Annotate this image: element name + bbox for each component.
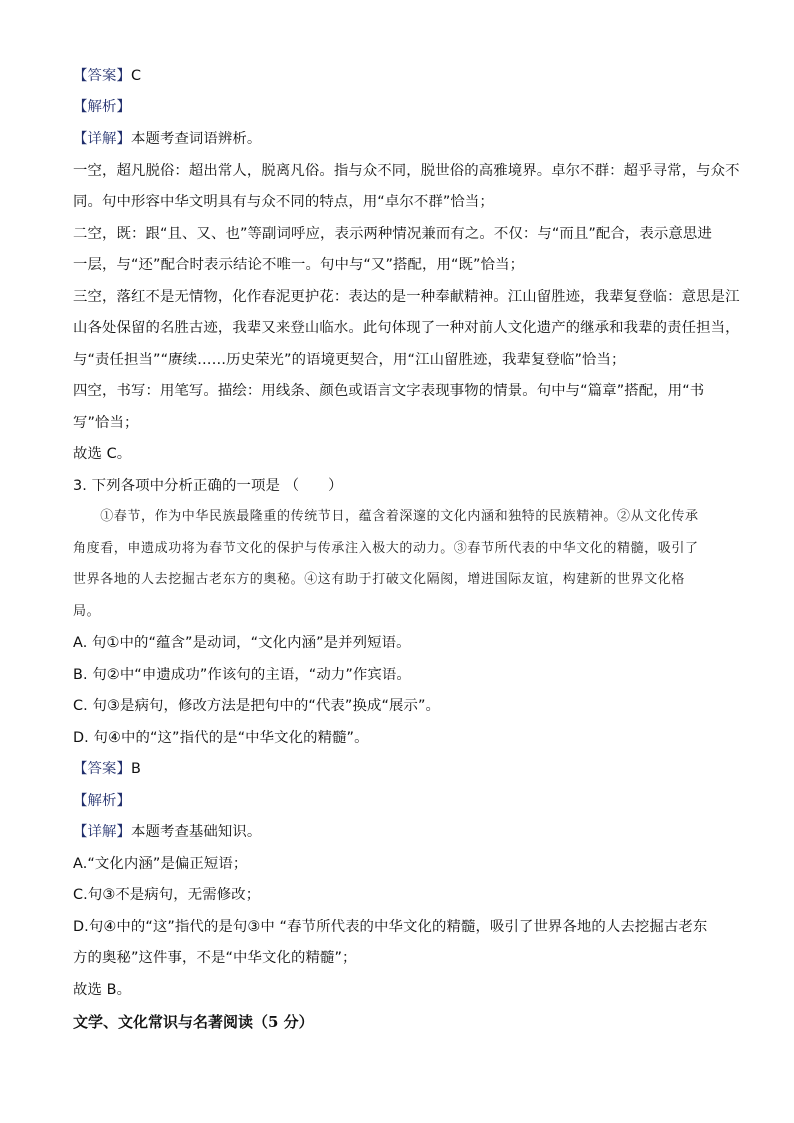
passage-line: 角度看，申遗成功将为春节文化的保护与传承注入极大的动力。③春节所代表的中华文化的精髓，吸引了	[73, 541, 699, 556]
explanation-line: 方的奥秘”这件事，不是“中华文化的精髓”；	[73, 950, 357, 966]
detail-text: 本题考查词语辨析。	[130, 131, 262, 147]
answer-tag: 【答案】	[73, 68, 131, 84]
explanation-line: 写”恰当；	[73, 415, 139, 431]
answer-value: B	[130, 761, 141, 777]
option-d: D. 句④中的“这”指代的是“中华文化的精髓”。	[73, 730, 369, 746]
detail-tag: 【详解】	[73, 131, 131, 147]
explanation-line: D.句④中的“这”指代的是句③中 “春节所代表的中华文化的精髓，吸引了世界各地的人去挖掘古老东	[73, 919, 708, 935]
detail-tag: 【详解】	[73, 824, 131, 840]
conclusion-line: 故选 C。	[73, 446, 132, 462]
explanation-line: C.句③不是病句，无需修改；	[73, 887, 261, 903]
analysis-line	[73, 791, 131, 811]
question-stem: 3. 下列各项中分析正确的一项是 （ ）	[73, 478, 343, 494]
explanation-line: 同。句中形容中华文明具有与众不同的特点，用“卓尔不群”恰当；	[73, 194, 494, 210]
answer-tag: 【答案】	[73, 761, 131, 777]
analysis-line	[73, 97, 131, 117]
passage-line: 世界各地的人去挖掘古老东方的奥秘。④这有助于打破文化隔阂，增进国际友谊，构建新的世界文化格	[73, 572, 686, 587]
answer-line	[73, 759, 141, 779]
explanation-line: A.“文化内涵”是偏正短语；	[73, 856, 248, 872]
analysis-tag: 【解析】	[73, 99, 131, 115]
explanation-line: 二空，既：跟“且、又、也”等副词呼应，表示两种情况兼而有之。不仅：与“而且”配合，表示意思进	[73, 226, 712, 242]
explanation-line: 四空，书写：用笔写。描绘：用线条、颜色或语言文字表现事物的情景。句中与“篇章”搭配，用“书	[73, 383, 705, 399]
detail-text: 本题考查基础知识。	[130, 824, 262, 840]
passage-line: ①春节，作为中华民族最隆重的传统节日，蕴含着深邃的文化内涵和独特的民族精神。②从文化传承	[73, 509, 699, 524]
explanation-line: 与“责任担当”“赓续……历史荣光”的语境更契合，用“江山留胜迹，我辈复登临”恰当；	[73, 352, 626, 368]
section-heading: 文学、文化常识与名著阅读（5 分）	[73, 1013, 314, 1031]
answer-line	[73, 66, 141, 86]
explanation-line: 一空，超凡脱俗：超出常人，脱离凡俗。指与众不同，脱世俗的高雅境界。卓尔不群：超乎寻常，与众不	[73, 163, 740, 179]
analysis-tag: 【解析】	[73, 793, 131, 809]
detail-line	[73, 822, 261, 842]
explanation-line: 三空，落红不是无情物，化作春泥更护花：表达的是一种奉献精神。江山留胜迹，我辈复登临：意思是江	[73, 289, 740, 305]
conclusion-line: 故选 B。	[73, 982, 132, 998]
explanation-line: 一层，与“还”配合时表示结论不唯一。句中与“又”搭配，用“既”恰当；	[73, 257, 525, 273]
passage-line: 局。	[73, 604, 101, 619]
detail-line	[73, 129, 261, 149]
option-b: B. 句②中“申遗成功”作该句的主语，“动力”作宾语。	[73, 667, 411, 683]
option-a: A. 句①中的“蕴含”是动词，“文化内涵”是并列短语。	[73, 635, 411, 651]
explanation-line: 山各处保留的名胜古迹，我辈又来登山临水。此句体现了一种对前人文化遗产的继承和我辈的责任担当，	[73, 320, 740, 336]
option-c: C. 句③是病句，修改方法是把句中的“代表”换成“展示”。	[73, 698, 441, 714]
answer-value: C	[130, 68, 142, 84]
